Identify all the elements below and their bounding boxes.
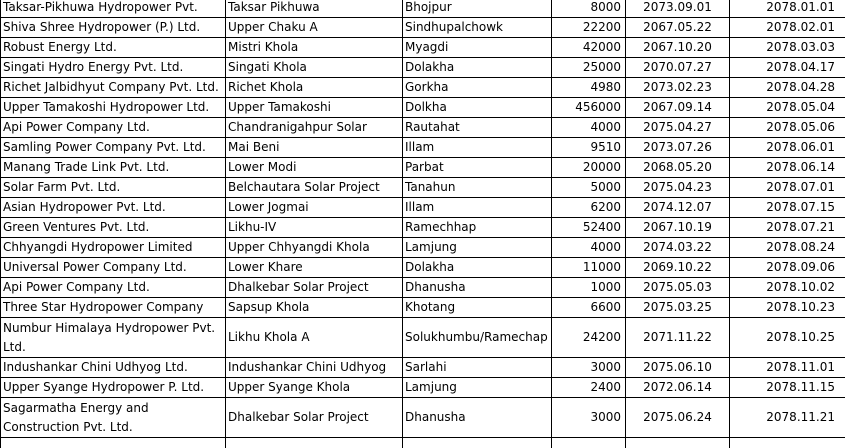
start-date-cell: 2067.09.14: [626, 98, 730, 118]
completion-date-cell: 2078.05.04: [730, 98, 845, 118]
capacity-cell: 42000: [552, 38, 626, 58]
project-cell: Upper Chaku A: [226, 18, 403, 38]
table-row: [1, 278, 845, 298]
completion-date-cell: 2078.07.15: [730, 198, 845, 218]
district-cell: Dolakha: [403, 58, 552, 78]
completion-date-cell: 2078.11.01: [730, 358, 845, 378]
table-row: [1, 178, 845, 198]
project-cell: Lower Modi: [226, 158, 403, 178]
company-cell: Samling Power Company Pvt. Ltd.: [1, 138, 226, 158]
completion-date-cell: 2078.04.28: [730, 78, 845, 98]
district-cell: Lamjung: [403, 238, 552, 258]
start-date-cell: 2075.05.03: [626, 278, 730, 298]
empty-cell: [552, 438, 626, 448]
project-cell: Upper Syange Khola: [226, 378, 403, 398]
completion-date-cell: 2078.04.17: [730, 58, 845, 78]
table-row: [1, 18, 845, 38]
project-cell: Dhalkebar Solar Project: [226, 398, 403, 438]
company-cell: Numbur Himalaya Hydropower Pvt. Ltd.: [1, 318, 226, 358]
table-row: [1, 0, 845, 18]
capacity-cell: 4980: [552, 78, 626, 98]
empty-cell: [403, 438, 552, 448]
empty-cell: [730, 438, 845, 448]
company-cell: Shiva Shree Hydropower (P.) Ltd.: [1, 18, 226, 38]
capacity-cell: 4000: [552, 118, 626, 138]
table-row: [1, 78, 845, 98]
company-cell: Green Ventures Pvt. Ltd.: [1, 218, 226, 238]
completion-date-cell: 2078.06.01: [730, 138, 845, 158]
table-row: [1, 358, 845, 378]
empty-cell: [226, 438, 403, 448]
project-cell: Likhu Khola A: [226, 318, 403, 358]
company-cell: Three Star Hydropower Company: [1, 298, 226, 318]
completion-date-cell: 2078.11.15: [730, 378, 845, 398]
start-date-cell: 2075.06.10: [626, 358, 730, 378]
project-cell: Upper Tamakoshi: [226, 98, 403, 118]
district-cell: Rautahat: [403, 118, 552, 138]
company-cell: Indushankar Chini Udhyog Ltd.: [1, 358, 226, 378]
table-row: [1, 118, 845, 138]
completion-date-cell: 2078.10.02: [730, 278, 845, 298]
table-row: [1, 318, 845, 358]
start-date-cell: 2075.03.25: [626, 298, 730, 318]
capacity-cell: 5000: [552, 178, 626, 198]
capacity-cell: 8000: [552, 0, 626, 18]
completion-date-cell: 2078.08.24: [730, 238, 845, 258]
start-date-cell: 2068.05.20: [626, 158, 730, 178]
table-row: [1, 298, 845, 318]
district-cell: Dhanusha: [403, 398, 552, 438]
completion-date-cell: 2078.09.06: [730, 258, 845, 278]
company-cell: Robust Energy Ltd.: [1, 38, 226, 58]
capacity-cell: 52400: [552, 218, 626, 238]
completion-date-cell: 2078.10.23: [730, 298, 845, 318]
district-cell: Myagdi: [403, 38, 552, 58]
district-cell: Sindhupalchowk: [403, 18, 552, 38]
company-cell: Api Power Company Ltd.: [1, 118, 226, 138]
table-row: [1, 398, 845, 438]
capacity-cell: 456000: [552, 98, 626, 118]
company-cell: Asian Hydropower Pvt. Ltd.: [1, 198, 226, 218]
completion-date-cell: 2078.06.14: [730, 158, 845, 178]
project-cell: Mai Beni: [226, 138, 403, 158]
table-row: [1, 138, 845, 158]
table-row: [1, 38, 845, 58]
completion-date-cell: 2078.07.21: [730, 218, 845, 238]
table-row: [1, 58, 845, 78]
district-cell: Illam: [403, 198, 552, 218]
completion-date-cell: 2078.10.25: [730, 318, 845, 358]
project-cell: Likhu-IV: [226, 218, 403, 238]
company-cell: Manang Trade Link Pvt. Ltd.: [1, 158, 226, 178]
table-row: [1, 218, 845, 238]
capacity-cell: 3000: [552, 358, 626, 378]
completion-date-cell: 2078.07.01: [730, 178, 845, 198]
district-cell: Gorkha: [403, 78, 552, 98]
capacity-cell: 6600: [552, 298, 626, 318]
start-date-cell: 2075.06.24: [626, 398, 730, 438]
district-cell: Parbat: [403, 158, 552, 178]
start-date-cell: 2075.04.23: [626, 178, 730, 198]
district-cell: Khotang: [403, 298, 552, 318]
company-cell: Richet Jalbidhyut Company Pvt. Ltd.: [1, 78, 226, 98]
project-cell: Dhalkebar Solar Project: [226, 278, 403, 298]
project-cell: Richet Khola: [226, 78, 403, 98]
table-row: [1, 158, 845, 178]
project-cell: Lower Jogmai: [226, 198, 403, 218]
completion-date-cell: 2078.01.01: [730, 0, 845, 18]
capacity-cell: 9510: [552, 138, 626, 158]
company-cell: Upper Tamakoshi Hydropower Ltd.: [1, 98, 226, 118]
project-cell: Singati Khola: [226, 58, 403, 78]
start-date-cell: 2073.02.23: [626, 78, 730, 98]
district-cell: Dolakha: [403, 258, 552, 278]
capacity-cell: 20000: [552, 158, 626, 178]
company-cell: Solar Farm Pvt. Ltd.: [1, 178, 226, 198]
projects-table-body: [1, 0, 845, 448]
project-cell: Sapsup Khola: [226, 298, 403, 318]
district-cell: Sarlahi: [403, 358, 552, 378]
start-date-cell: 2071.11.22: [626, 318, 730, 358]
district-cell: Illam: [403, 138, 552, 158]
project-cell: Belchautara Solar Project: [226, 178, 403, 198]
district-cell: Dhanusha: [403, 278, 552, 298]
capacity-cell: 1000: [552, 278, 626, 298]
company-cell: Chhyangdi Hydropower Limited: [1, 238, 226, 258]
completion-date-cell: 2078.02.01: [730, 18, 845, 38]
district-cell: Tanahun: [403, 178, 552, 198]
capacity-cell: 2400: [552, 378, 626, 398]
table-row: [1, 198, 845, 218]
company-cell: Sagarmatha Energy and Construction Pvt. Ltd.: [1, 398, 226, 438]
project-cell: Mistri Khola: [226, 38, 403, 58]
table-row-partial: [1, 438, 845, 448]
company-cell: Universal Power Company Ltd.: [1, 258, 226, 278]
empty-cell: [626, 438, 730, 448]
start-date-cell: 2067.10.20: [626, 38, 730, 58]
project-cell: Chandranigahpur Solar: [226, 118, 403, 138]
company-cell: Api Power Company Ltd.: [1, 278, 226, 298]
table-row: [1, 378, 845, 398]
completion-date-cell: 2078.11.21: [730, 398, 845, 438]
project-cell: Taksar Pikhuwa: [226, 0, 403, 18]
capacity-cell: 25000: [552, 58, 626, 78]
start-date-cell: 2074.03.22: [626, 238, 730, 258]
start-date-cell: 2073.09.01: [626, 0, 730, 18]
district-cell: Lamjung: [403, 378, 552, 398]
start-date-cell: 2072.06.14: [626, 378, 730, 398]
capacity-cell: 6200: [552, 198, 626, 218]
project-cell: Lower Khare: [226, 258, 403, 278]
start-date-cell: 2067.10.19: [626, 218, 730, 238]
project-cell: Indushankar Chini Udhyog: [226, 358, 403, 378]
start-date-cell: 2074.12.07: [626, 198, 730, 218]
district-cell: Solukhumbu/Ramechap: [403, 318, 552, 358]
capacity-cell: 24200: [552, 318, 626, 358]
start-date-cell: 2073.07.26: [626, 138, 730, 158]
company-cell: Singati Hydro Energy Pvt. Ltd.: [1, 58, 226, 78]
capacity-cell: 4000: [552, 238, 626, 258]
completion-date-cell: 2078.05.06: [730, 118, 845, 138]
completion-date-cell: 2078.03.03: [730, 38, 845, 58]
company-cell: Upper Syange Hydropower P. Ltd.: [1, 378, 226, 398]
capacity-cell: 3000: [552, 398, 626, 438]
company-cell: Taksar-Pikhuwa Hydropower Pvt.: [1, 0, 226, 18]
capacity-cell: 11000: [552, 258, 626, 278]
district-cell: Dolkha: [403, 98, 552, 118]
district-cell: Bhojpur: [403, 0, 552, 18]
district-cell: Ramechhap: [403, 218, 552, 238]
empty-cell: [1, 438, 226, 448]
start-date-cell: 2070.07.27: [626, 58, 730, 78]
table-row: [1, 98, 845, 118]
start-date-cell: 2069.10.22: [626, 258, 730, 278]
start-date-cell: 2067.05.22: [626, 18, 730, 38]
start-date-cell: 2075.04.27: [626, 118, 730, 138]
table-row: [1, 238, 845, 258]
table-row: [1, 258, 845, 278]
project-cell: Upper Chhyangdi Khola: [226, 238, 403, 258]
capacity-cell: 22200: [552, 18, 626, 38]
